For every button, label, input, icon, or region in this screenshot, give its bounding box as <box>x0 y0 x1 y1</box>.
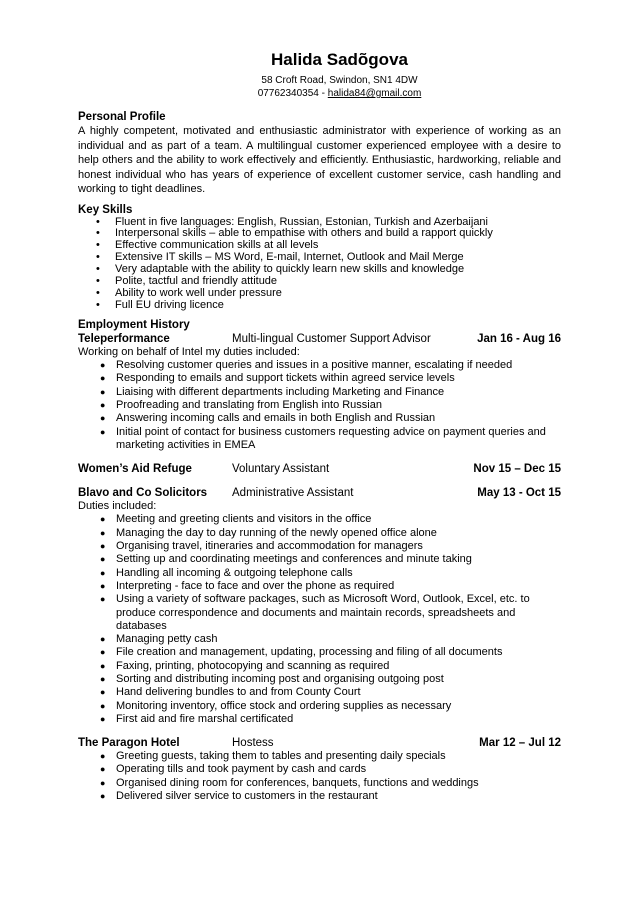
skill-text: Polite, tactful and friendly attitude <box>115 275 278 288</box>
section-title: Employment History <box>78 318 190 331</box>
job-dates: Mar 12 – Jul 12 <box>479 737 561 750</box>
bullet-icon: ● <box>100 580 106 591</box>
bullet-icon: • <box>96 251 100 264</box>
duty-text: Operating tills and took payment by cash and cards <box>116 763 367 776</box>
bullet-icon: ● <box>100 360 106 371</box>
contact-line <box>118 87 561 100</box>
list-item <box>78 386 561 399</box>
duty-text: Setting up and coordinating meetings and conferences and minute taking <box>116 553 472 566</box>
duty-text: Faxing, printing, photocopying and scanning as required <box>116 659 390 672</box>
bullet-icon: ● <box>100 386 106 397</box>
list-item <box>78 686 561 699</box>
duty-text: Using a variety of software packages, such as Microsoft Word, Outlook, Excel, etc. to produce correspondence and documents and maintain records, spreadsheets and databases <box>116 593 530 632</box>
skill-text: Ability to work well under pressure <box>115 286 282 299</box>
bullet-icon: • <box>96 215 100 228</box>
list-item <box>78 673 561 686</box>
bullet-icon: ● <box>100 791 106 802</box>
list-item <box>78 713 561 726</box>
job-role: Multi-lingual Customer Support Advisor <box>232 332 431 345</box>
list-item <box>78 540 561 553</box>
bullet-icon: ● <box>100 660 106 671</box>
list-item <box>78 700 561 713</box>
cv-header <box>118 50 561 100</box>
job-header <box>78 736 561 750</box>
key-skills-section <box>78 203 561 312</box>
bullet-icon: ● <box>100 413 106 424</box>
profile-text: A highly competent, motivated and enthusiastic administrator with experience of working as an individual and as part of a team. A multilingual customer experienced employee with a desire to help others and the ability to work effectively and efficiently. Enthusiastic, hardworking, reliable and honest individual who has years of experience of excellent customer service, cash handling and working to tight deadlines. <box>78 125 561 195</box>
bullet-icon: • <box>96 263 100 276</box>
bullet-icon: ● <box>100 713 106 724</box>
list-item <box>78 300 561 312</box>
list-item <box>78 412 561 425</box>
list-item <box>78 553 561 566</box>
bullet-icon: ● <box>100 541 106 552</box>
bullet-icon: ● <box>100 373 106 384</box>
bullet-icon: ● <box>100 647 106 658</box>
job-header <box>78 486 561 500</box>
duty-text: Proofreading and translating from English into Russian <box>116 398 382 411</box>
duty-text: Hand delivering bundles to and from County Court <box>116 686 361 699</box>
bullet-icon: ● <box>100 514 106 525</box>
list-item <box>78 513 561 526</box>
job-company: Blavo and Co Solicitors <box>78 487 208 500</box>
bullet-icon: ● <box>100 700 106 711</box>
duty-text: Managing the day to day running of the newly opened office alone <box>116 526 437 539</box>
list-item <box>78 790 561 803</box>
skill-text: Very adaptable with the ability to quickly learn new skills and knowledge <box>115 263 465 276</box>
duty-text: Greeting guests, taking them to tables and presenting daily specials <box>116 750 446 763</box>
list-item <box>78 426 561 453</box>
job-dates: May 13 - Oct 15 <box>477 487 561 500</box>
bullet-icon: ● <box>100 567 106 578</box>
bullet-icon: ● <box>100 527 106 538</box>
job-company: Teleperformance <box>78 332 170 345</box>
list-item <box>78 660 561 673</box>
skill-text: Effective communication skills at all levels <box>115 239 319 252</box>
duty-text: First aid and fire marshal certificated <box>116 712 294 725</box>
address: 58 Croft Road, Swindon, SN1 4DW <box>261 75 418 86</box>
job-dates: Nov 15 – Dec 15 <box>473 463 561 476</box>
bullet-icon: ● <box>100 426 106 437</box>
duty-text: Meeting and greeting clients and visitors in the office <box>116 513 372 526</box>
job-header <box>78 332 561 346</box>
duty-text: Managing petty cash <box>116 633 218 646</box>
list-item <box>78 580 561 593</box>
bullet-icon: • <box>96 298 100 311</box>
list-item <box>78 646 561 659</box>
personal-profile-section <box>78 110 561 197</box>
job-dates: Jan 16 - Aug 16 <box>477 332 561 345</box>
list-item <box>78 359 561 372</box>
bullet-icon: • <box>96 275 100 288</box>
bullet-icon: • <box>96 286 100 299</box>
job-entry <box>78 462 561 476</box>
duty-text: Monitoring inventory, office stock and ordering supplies as necessary <box>116 699 452 712</box>
duty-text: Sorting and distributing incoming post and organising outgoing post <box>116 672 444 685</box>
list-item <box>78 399 561 412</box>
candidate-name: Halida Sadõgova <box>271 50 408 69</box>
bullet-icon: ● <box>100 777 106 788</box>
duty-text: Interpreting - face to face and over the phone as required <box>116 579 395 592</box>
job-header <box>78 462 561 476</box>
duty-text: Initial point of contact for business customers requesting advice on payment queries and marketing activities in EMEA <box>116 425 546 451</box>
bullet-icon: ● <box>100 554 106 565</box>
job-entry <box>78 736 561 803</box>
bullet-icon: • <box>96 239 100 252</box>
job-company: The Paragon Hotel <box>78 737 180 750</box>
duties-list <box>78 359 561 452</box>
job-intro: Working on behalf of Intel my duties included: <box>78 345 300 358</box>
job-role: Voluntary Assistant <box>232 463 330 476</box>
bullet-icon: • <box>96 227 100 240</box>
duty-text: File creation and management, updating, processing and filing of all documents <box>116 646 503 659</box>
duty-text: Liaising with different departments including Marketing and Finance <box>116 385 445 398</box>
list-item <box>78 777 561 790</box>
contact-separator: - <box>318 88 328 99</box>
list-item <box>78 567 561 580</box>
list-item <box>78 750 561 763</box>
bullet-icon: ● <box>100 764 106 775</box>
job-role: Hostess <box>232 737 274 750</box>
duties-list <box>78 513 561 726</box>
bullet-icon: ● <box>100 634 106 645</box>
job-entry <box>78 332 561 452</box>
duty-text: Resolving customer queries and issues in a positive manner, escalating if needed <box>116 359 513 372</box>
skill-text: Fluent in five languages: English, Russian, Estonian, Turkish and Azerbaijani <box>115 215 488 228</box>
job-company: Women’s Aid Refuge <box>78 463 192 476</box>
duty-text: Handling all incoming & outgoing telephone calls <box>116 566 353 579</box>
list-item <box>78 593 561 633</box>
cv-page <box>78 50 561 803</box>
list-item <box>78 372 561 385</box>
list-item <box>78 527 561 540</box>
section-title: Personal Profile <box>78 111 166 123</box>
job-intro: Duties included: <box>78 500 157 513</box>
duty-text: Organising travel, itineraries and accommodation for managers <box>116 540 423 553</box>
section-title: Key Skills <box>78 203 133 216</box>
bullet-icon: ● <box>100 687 106 698</box>
bullet-icon: ● <box>100 673 106 684</box>
job-role: Administrative Assistant <box>232 487 354 500</box>
phone: 07762340354 <box>257 88 319 99</box>
skill-text: Interpersonal skills – able to empathise with others and build a rapport quickly <box>115 227 493 240</box>
list-item <box>78 763 561 776</box>
duties-list <box>78 750 561 803</box>
email-link[interactable]: halida84@gmail.com <box>327 88 422 99</box>
bullet-icon: ● <box>100 751 106 762</box>
duty-text: Delivered silver service to customers in the restaurant <box>116 790 378 803</box>
skill-text: Extensive IT skills – MS Word, E-mail, Internet, Outlook and Mail Merge <box>115 251 464 264</box>
skill-text: Full EU driving licence <box>115 298 224 311</box>
job-entry <box>78 486 561 726</box>
duty-text: Responding to emails and support tickets within agreed service levels <box>116 372 455 385</box>
duty-text: Organised dining room for conferences, banquets, functions and weddings <box>116 776 479 789</box>
skills-list <box>78 217 561 312</box>
bullet-icon: ● <box>100 594 106 605</box>
list-item <box>78 633 561 646</box>
duty-text: Answering incoming calls and emails in both English and Russian <box>116 412 436 425</box>
bullet-icon: ● <box>100 399 106 410</box>
employment-section <box>78 318 561 804</box>
